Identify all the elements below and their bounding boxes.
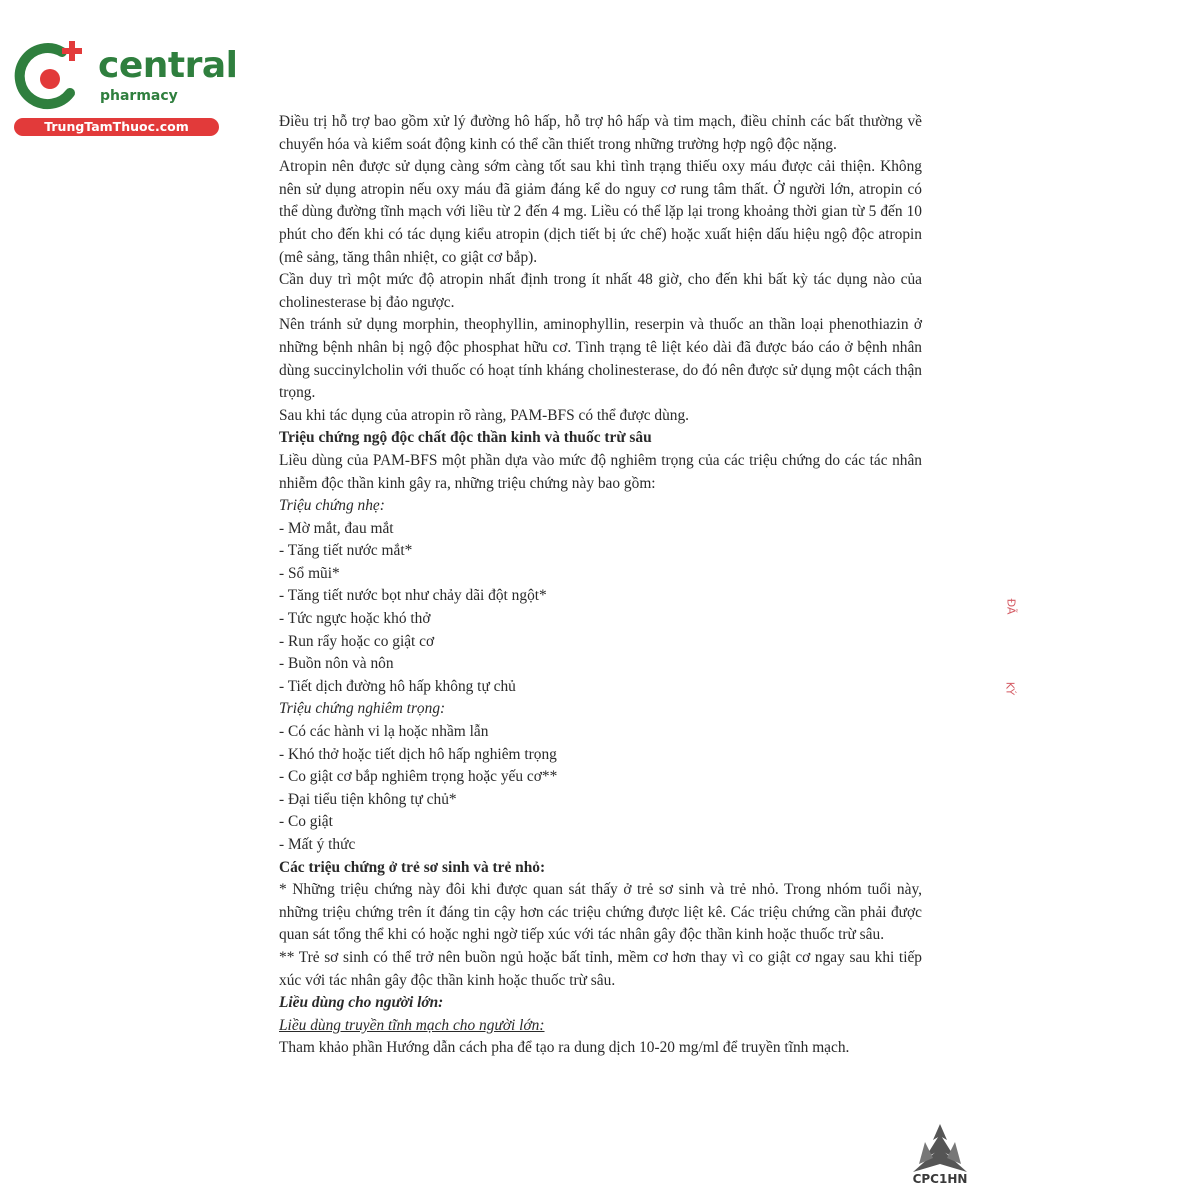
paragraph: ** Trẻ sơ sinh có thể trở nên buồn ngủ hoặc bất tỉnh, mềm cơ hơn thay vì co giật cơ ngay sau khi tiếp xúc với tác nhân gây độc thần kinh hoặc thuốc trừ sâu.	[279, 948, 922, 989]
central-pharmacy-logo[interactable]	[10, 38, 238, 138]
brand-name: central	[98, 45, 238, 86]
section-heading: Liều dùng cho người lớn:	[279, 994, 444, 1012]
paragraph: Liều dùng của PAM-BFS một phần dựa vào mức độ nghiêm trọng của các triệu chứng do các tác nhân nhiễm độc thần kinh gây ra, những triệu chứng này bao gồm:	[279, 451, 922, 492]
document-body	[279, 111, 922, 1060]
pharmacy-cross-icon	[10, 38, 90, 118]
paragraph: Nên tránh sử dụng morphin, theophyllin, aminophyllin, reserpin và thuốc an thần loại phenothiazin ở những bệnh nhân bị ngộ độc phosphat hữu cơ. Tình trạng tê liệt kéo dài đã được báo cáo ở bệnh nhân dùng succinylcholin với thuốc có hoạt tính kháng cholinesterase, do đó nên được sử dụng một cách thận trọng.	[279, 316, 922, 402]
brand-url[interactable]: TrungTamThuoc.com	[14, 118, 219, 136]
brand-subtitle: pharmacy	[100, 88, 178, 104]
paragraph: - Run rẩy hoặc co giật cơ	[279, 632, 435, 650]
paragraph: Sau khi tác dụng của atropin rõ ràng, PAM-BFS có thể được dùng.	[279, 406, 690, 424]
paragraph: Điều trị hỗ trợ bao gồm xử lý đường hô hấp, hỗ trợ hô hấp và tim mạch, điều chỉnh các bất thường về chuyển hóa và kiểm soát động kinh có thể cần thiết trong những trường hợp ngộ độc nặng.	[279, 113, 922, 153]
footer-brand: CPC1HN	[912, 1172, 968, 1186]
paragraph: - Buồn nôn và nôn	[279, 655, 394, 673]
stamp-text-top: ĐÃ	[1004, 598, 1018, 615]
paragraph: - Sổ mũi*	[279, 564, 340, 582]
paragraph: - Mất ý thức	[279, 836, 356, 853]
paragraph: - Co giật cơ bắp nghiêm trọng hoặc yếu cơ**	[279, 768, 558, 786]
paragraph: * Những triệu chứng này đôi khi được quan sát thấy ở trẻ sơ sinh và trẻ nhỏ. Trong nhóm tuổi này, những triệu chứng trên ít đáng tin cậy hơn các triệu chứng được liệt kê. Các triệu chứng cần phải được quan sát tổng thể khi có hoặc nghi ngờ tiếp xúc với tác nhân gây độc thần kinh hoặc thuốc trừ sâu.	[279, 881, 922, 944]
sub-heading: Triệu chứng nghiêm trọng:	[279, 700, 446, 718]
paragraph: - Tức ngực hoặc khó thở	[279, 610, 431, 628]
sub-heading: Liều dùng truyền tĩnh mạch cho người lớn:	[279, 1016, 545, 1034]
section-heading: Các triệu chứng ở trẻ sơ sinh và trẻ nhỏ:	[279, 858, 546, 876]
paragraph: - Tăng tiết nước mắt*	[279, 542, 413, 560]
paragraph: - Tiết dịch đường hô hấp không tự chủ	[279, 677, 516, 695]
paragraph: - Có các hành vi lạ hoặc nhầm lẫn	[279, 723, 489, 741]
paragraph: - Đại tiểu tiện không tự chủ*	[279, 790, 457, 808]
paragraph: - Tăng tiết nước bọt như chảy dãi đột ngột*	[279, 587, 547, 605]
paragraph: - Khó thở hoặc tiết dịch hô hấp nghiêm trọng	[279, 745, 557, 763]
sub-heading: Triệu chứng nhẹ:	[279, 497, 385, 515]
paragraph: Cần duy trì một mức độ atropin nhất định trong ít nhất 48 giờ, cho đến khi bất kỳ tác dụng nào của cholinesterase bị đảo ngược.	[279, 271, 922, 311]
stamp-text-bottom: KÝ	[1003, 681, 1017, 696]
paragraph: Atropin nên được sử dụng càng sớm càng tốt sau khi tình trạng thiếu oxy máu được cải thiện. Không nên sử dụng atropin nếu oxy máu đã giảm đáng kể do nguy cơ rung tâm thất. Ở người lớn, atropin có thể dùng đường tĩnh mạch với liều từ 2 đến 4 mg. Liều có thể lặp lại trong khoảng thời gian từ 5 đến 10 phút cho đến khi có tác dụng kiểu atropin (dịch tiết bị ức chế) hoặc xuất hiện dấu hiệu ngộ độc atropin (mê sảng, tăng thân nhiệt, co giật cơ bắp).	[279, 158, 922, 266]
paragraph: - Mờ mắt, đau mắt	[279, 519, 394, 537]
paragraph: - Co giật	[279, 813, 333, 831]
section-heading: Triệu chứng ngộ độc chất độc thần kinh và thuốc trừ sâu	[279, 429, 652, 447]
stamp-marks	[1003, 596, 1023, 736]
paragraph: Tham khảo phần Hướng dẫn cách pha để tạo ra dung dịch 10-20 mg/ml để truyền tĩnh mạch.	[279, 1039, 850, 1057]
